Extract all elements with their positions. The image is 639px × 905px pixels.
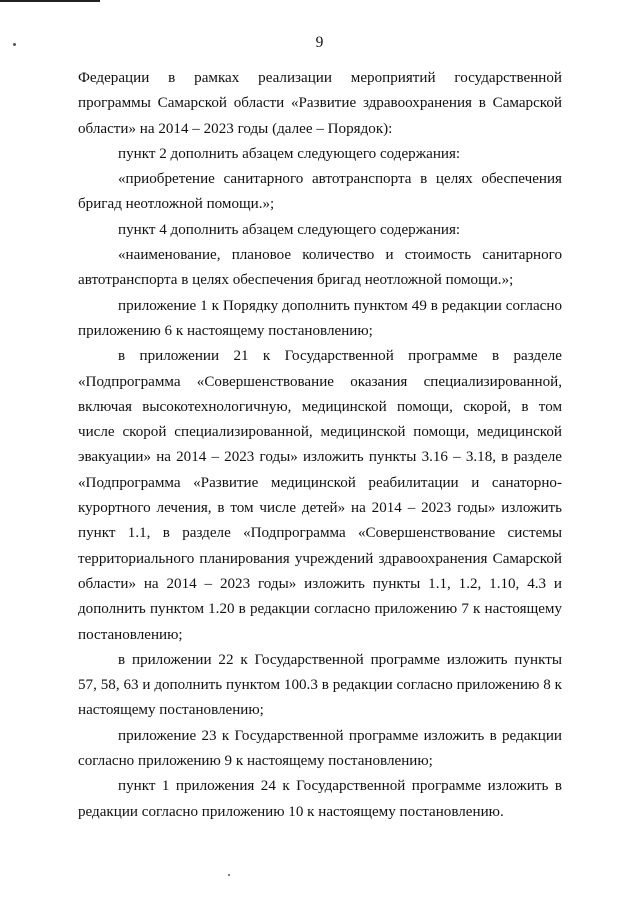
page-number: 9 <box>315 34 324 51</box>
scan-edge-line <box>0 0 100 2</box>
paragraph: приложение 1 к Порядку дополнить пунктом 49 в редакции согласно приложению 6 к настоящему постановлению; <box>78 297 562 339</box>
paragraph: Федерации в рамках реализации мероприятий государственной программы Самарской области «Развитие здравоохранения в Самарской области» на 2014 – 2023 годы (далее – Порядок): <box>78 70 562 137</box>
paragraph: «приобретение санитарного автотранспорта в целях обеспечения бригад неотложной помощи.»; <box>78 171 562 213</box>
paragraph: «наименование, плановое количество и стоимость санитарного автотранспорта в целях обеспечения бригад неотложной помощи.»; <box>78 247 562 289</box>
document-body <box>78 66 562 825</box>
paragraph: пункт 4 дополнить абзацем следующего содержания: <box>118 221 461 238</box>
scan-speck <box>228 874 230 876</box>
paragraph: приложение 23 к Государственной программе изложить в редакции согласно приложению 9 к настоящему постановлению; <box>78 727 562 770</box>
paragraph: пункт 1 приложения 24 к Государственной программе изложить в редакции согласно приложению 10 к настоящему постановлению. <box>78 778 562 820</box>
paragraph: пункт 2 дополнить абзацем следующего содержания: <box>118 145 461 162</box>
paragraph: в приложении 21 к Государственной программе в разделе «Подпрограмма «Совершенствование оказания специализированной, включая высокотехнологичную, медицинской помощи, скорой, в том числе скорой специализированной, медицинской помощи, медицинской эвакуации» на 2014 – 2023 годы» изложить пункты 3.16 – 3.18, в разделе «Подпрограмма «Развитие медицинской реабилитации и санаторно-курортного лечения, в том числе детей» на 2014 – 2023 годы» изложить пункт 1.1, в разделе «Подпрограмма «Совершенствование системы территориального планирования учреждений здравоохранения Самарской области» на 2014 – 2023 годы» изложить пункты 1.1, 1.2, 1.10, 4.3 и дополнить пунктом 1.20 в редакции согласно приложению 7 к настоящему постановлению; <box>78 348 562 643</box>
paragraph: в приложении 22 к Государственной программе изложить пункты 57, 58, 63 и дополнить пунктом 100.3 в редакции согласно приложению 8 к настоящему постановлению; <box>78 651 562 719</box>
